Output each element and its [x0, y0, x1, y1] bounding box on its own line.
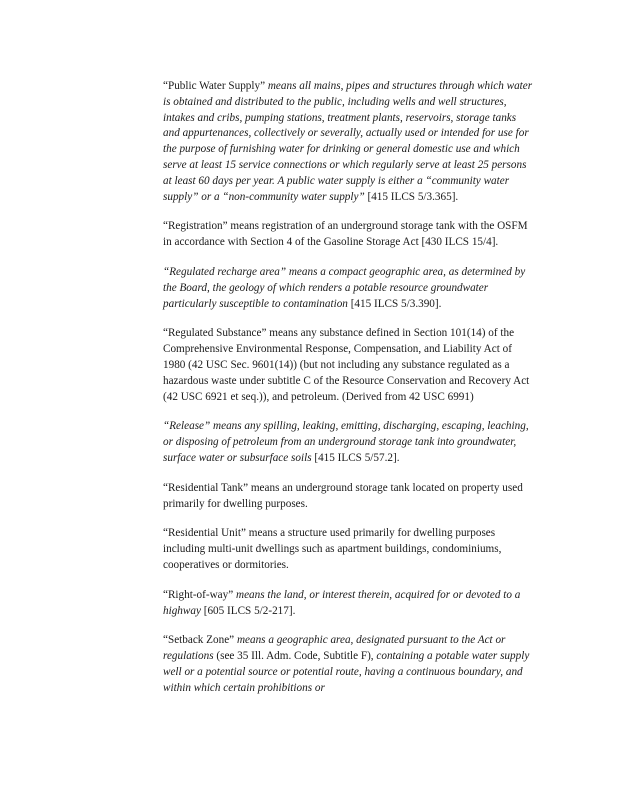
- definition-citation: [415 ILCS 5/3.390].: [347, 297, 442, 310]
- definition-term: “Right-of-way”: [163, 588, 237, 601]
- definitions-text: [163, 79, 533, 711]
- definition-body: “Release” means any spilling, leaking, emitting, discharging, escaping, leaching, or disposing of petroleum from an underground storage tank into groundwater, surface water or subsurface soils: [163, 420, 529, 464]
- definition-body: “Regulated recharge area” means a compact geographic area, as determined by the Board, the geology of which renders a potable resource groundwater particularly susceptible to contamination: [163, 265, 526, 310]
- definition-body: means a geographic area, designated pursuant to the Act or regulations: [163, 634, 506, 663]
- definition-reference: (see 35 Ill. Adm. Code, Subtitle F),: [213, 650, 377, 663]
- definition-term: “Public Water Supply”: [163, 80, 268, 92]
- definition-body: “Regulated Substance” means any substance defined in Section 101(14) of the Comprehensive Environmental Response, Compensation, and Liability Act of 1980 (42 USC Sec. 9601(14)) (but not including any substance regulated as a hazardous waste under subtitle C of the Resource Conservation and Recovery Act (42 USC 6921 et seq.)), and petroleum. (Derived from 42 USC 6991): [163, 327, 530, 403]
- definition-term: “Setback Zone”: [163, 634, 237, 647]
- definition-regulated-recharge-area: [163, 265, 533, 312]
- definition-body: means the land, or interest therein, acquired for or devoted to a highway: [163, 588, 521, 617]
- definition-body: “Residential Unit” means a structure used primarily for dwelling purposes including multi-unit dwellings such as apartment buildings, condominiums, cooperatives or dormitories.: [163, 527, 502, 571]
- definition-right-of-way: [163, 588, 533, 620]
- definition-public-water-supply: [163, 79, 533, 205]
- definition-residential-tank: [163, 481, 533, 513]
- definition-body: “Residential Tank” means an underground storage tank located on property used primarily for dwelling purposes.: [163, 481, 523, 510]
- definition-residential-unit: [163, 526, 533, 573]
- definition-citation: [415 ILCS 5/57.2].: [311, 451, 400, 464]
- definition-body: “Registration” means registration of an underground storage tank with the OSFM in accordance with Section 4 of the Gasoline Storage Act [430 ILCS 15/4].: [163, 220, 528, 249]
- definition-registration: [163, 219, 533, 251]
- definition-body: means all mains, pipes and structures through which water is obtained and distributed to the public, including wells and well structures, intakes and cribs, pumping stations, treatment plants, reservoirs, storage tanks and appurtenances, collectively or severally, actually used or intended for use for the purpose of furnishing water for drinking or general domestic use and which serve at least 15 service connections or which regularly serve at least 25 persons at least 60 days per year. A public water supply is either a “community water supply” or a “non-community water supply”: [163, 80, 533, 203]
- definition-citation: [415 ILCS 5/3.365].: [364, 190, 459, 203]
- definition-setback-zone: [163, 633, 533, 696]
- definition-regulated-substance: [163, 326, 533, 405]
- definition-release: [163, 419, 533, 466]
- definition-body-continued: containing a potable water supply well or a potential source or potential route, having a continuous boundary, and within which certain prohibitions or: [163, 650, 530, 694]
- definition-citation: [605 ILCS 5/2-217].: [200, 604, 296, 617]
